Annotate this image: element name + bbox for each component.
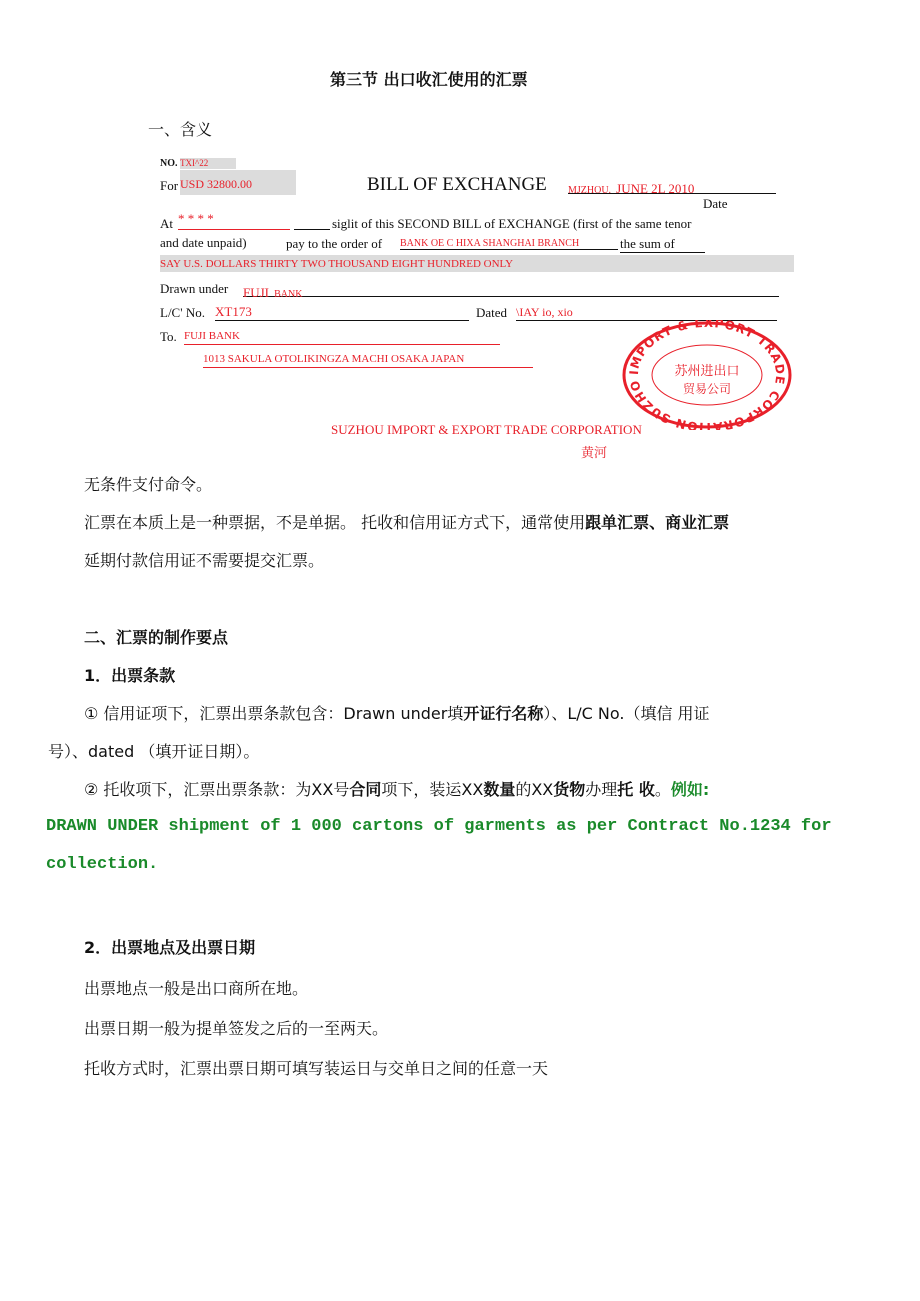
drawn-value-1: FUJI	[243, 285, 270, 300]
item-lc-clause-cont: 号）、dated （填开证日期）。	[48, 742, 260, 761]
to-label: To.	[160, 329, 177, 344]
at-label: At	[160, 216, 173, 231]
stamp-center-2: 贸易公司	[682, 382, 732, 396]
no-label: NO.	[160, 158, 178, 169]
p-unconditional: 无条件支付命令。	[84, 475, 213, 494]
p-date: 出票日期一般为提单签发之后的一至两天。	[84, 1019, 389, 1038]
unpaid-text: and date unpaid)	[160, 235, 247, 250]
p-place: 出票地点一般是出口商所在地。	[84, 979, 309, 998]
dated-value: \IAY io, xio	[516, 305, 777, 321]
bill-heading: BILL OF EXCHANGE	[367, 174, 547, 195]
item-lc-clause	[84, 704, 710, 724]
item-collection-clause	[84, 780, 709, 800]
item2-g: 办理	[585, 780, 618, 799]
amount-words	[160, 255, 794, 272]
p-collection-date: 托收方式时，汇票出票日期可填写装运日与交单日之间的任意一天	[84, 1059, 549, 1078]
place-date-field	[568, 178, 776, 196]
to-address: 1013 SAKULA OTOLIKINGZA MACHI OSAKA JAPAN	[203, 353, 533, 368]
p-deferred: 延期付款信用证不需要提交汇票。	[84, 551, 325, 570]
item2-h: 托 收	[617, 780, 655, 799]
lc-value: XT173	[215, 304, 469, 321]
pay-text: pay to the order of	[286, 236, 383, 251]
date-label: Date	[703, 196, 728, 211]
item2-e: 的XX	[515, 780, 554, 799]
example-line-2: collection.	[46, 855, 159, 874]
item2-d: 数量	[483, 780, 516, 799]
place-date-prefix: MJZHOU.	[568, 185, 612, 196]
to-value: FUJI BANK	[184, 330, 500, 345]
seal-icon	[620, 320, 794, 430]
example-line-1: DRAWN UNDER shipment of 1 000 cartons of garments as per Contract No.1234 for	[46, 817, 832, 836]
payee: BANK OE C HIXA SHANGHAI BRANCH	[400, 238, 618, 250]
svg-text:IMPORT & EXPORT TRADE CORPORAT: IMPORT & EXPORT TRADE CORPORATION SUZHO	[626, 320, 788, 430]
item2-i: 。	[654, 780, 671, 799]
dated-label: Dated	[476, 305, 508, 320]
section-heading-points: 二、汇票的制作要点	[84, 628, 229, 647]
sight-text: siglit of this SECOND BILL of EXCHANGE (first of the same tenor	[332, 216, 692, 231]
sub-heading-clause: 1．出票条款	[84, 666, 176, 685]
drawn-value-2: BANK	[274, 289, 303, 300]
at-underline	[294, 229, 330, 230]
for-value: USD 32800.00	[180, 170, 296, 195]
p-nature-text: 汇票在本质上是一种票据，不是单据。 托收和信用证方式下，通常使用	[84, 513, 586, 532]
item2-f: 货物	[553, 780, 586, 799]
stamp-center-1: 苏州进出口	[674, 364, 740, 379]
place-date-value: JUNE 2L 2010	[616, 181, 695, 196]
item1-text-c: ）、L/C No.（填信 用证	[543, 704, 710, 723]
item2-a: ② 托收项下，汇票出票条款：为XX号	[84, 780, 350, 799]
item1-bold: 开证行名称	[463, 704, 544, 723]
p-nature-bold: 跟单汇票、商业汇票	[585, 513, 730, 532]
signature: 黄河	[581, 446, 608, 461]
p-nature	[84, 513, 729, 533]
item1-text-a: ① 信用证项下，汇票出票条款包含：Drawn under填	[84, 704, 464, 723]
lc-label: L/C' No.	[160, 305, 205, 320]
company-seal-stamp	[620, 320, 794, 430]
sub-heading-place-date: 2．出票地点及出票日期	[84, 938, 256, 957]
drawn-field	[243, 282, 779, 300]
item2-b: 合同	[349, 780, 382, 799]
item2-example-label: 例如:	[670, 780, 710, 799]
no-value: TXI^22	[180, 158, 236, 169]
for-label: For	[160, 178, 179, 193]
page-title: 第三节 出口收汇使用的汇票	[330, 70, 528, 89]
section-heading-meaning: 一、含义	[148, 120, 213, 139]
drawn-label: Drawn under	[160, 281, 229, 296]
drawer-name: SUZHOU IMPORT & EXPORT TRADE CORPORATION	[331, 422, 642, 437]
at-value: * * * *	[178, 211, 290, 230]
item2-c: 项下，装运XX	[381, 780, 484, 799]
amount-words-text: SAY U.S. DOLLARS THIRTY TWO THOUSAND EIGHT HUNDRED ONLY	[160, 258, 514, 270]
sum-label: the sum of	[620, 236, 705, 253]
